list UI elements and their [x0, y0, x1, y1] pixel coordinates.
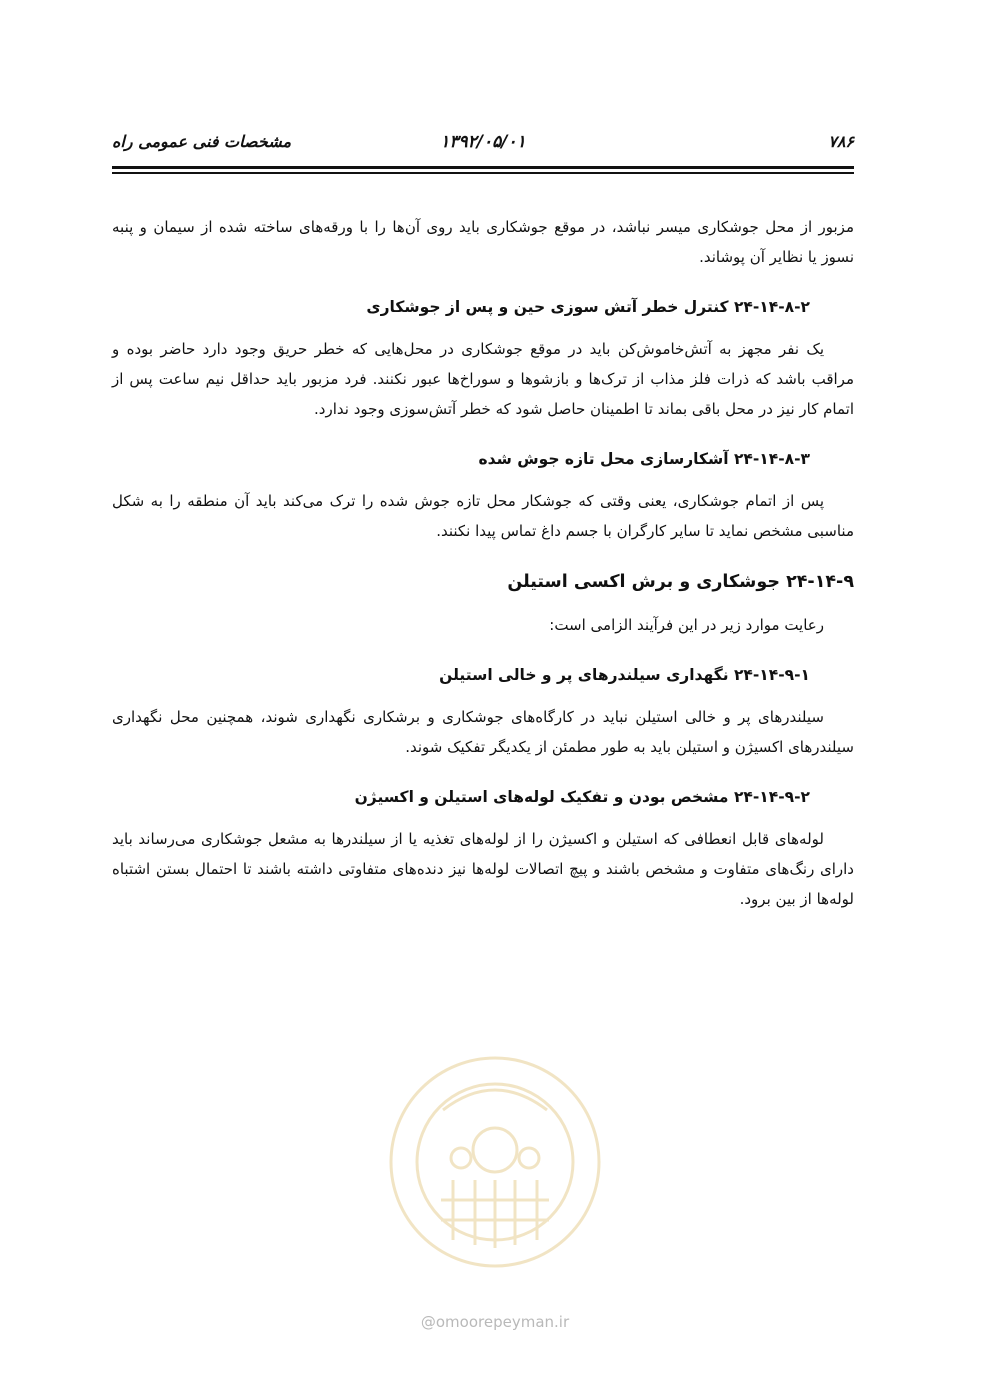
header-title: مشخصات فنی عمومی راه [112, 132, 292, 151]
intro-paragraph: مزبور از محل جوشکاری میسر نباشد، در موقع جوشکاری باید روی آن‌ها را با ورقه‌های ساخته شده از سیمان و پنبه نسوز یا نظایر آن پوشاند. [112, 218, 854, 266]
header-date: ۱۳۹۲/۰۵/۰۱ [440, 132, 526, 152]
page-number: ۷۸۶ [828, 132, 854, 151]
section-heading-hoses: ۲۴-۱۴-۹-۲ مشخص بودن و تفکیک لوله‌های استیلن و اکسیژن [354, 788, 810, 806]
header-rule-thin [112, 172, 854, 174]
page-header [112, 128, 854, 158]
section-heading-marking: ۲۴-۱۴-۸-۳ آشکارسازی محل تازه جوش شده [478, 450, 810, 468]
header-rule-thick [112, 166, 854, 169]
section-body-marking: پس از اتمام جوشکاری، یعنی وقتی که جوشکار محل تازه جوش شده را ترک می‌کند باید آن منطقه را به شکل مناسبی مشخص نماید تا سایر کارگران با جسم داغ تماس پیدا نکنند. [112, 492, 854, 540]
page-content [112, 212, 854, 914]
section-body-cylinders: سیلندرهای پر و خالی استیلن نباید در کارگاه‌های جوشکاری و برشکاری نگهداری شوند، همچنین محل نگهداری سیلندرهای اکسیژن و استیلن باید به طور مطمئن از یکدیگر تفکیک شوند. [112, 708, 854, 756]
section-heading-fire-control: ۲۴-۱۴-۸-۲ کنترل خطر آتش سوزی حین و پس از جوشکاری [366, 298, 810, 316]
section-heading-cylinders: ۲۴-۱۴-۹-۱ نگهداری سیلندرهای پر و خالی استیلن [439, 666, 810, 684]
watermark-text: @omoorepeyman.ir [420, 1313, 570, 1331]
section-body-fire-control: یک نفر مجهز به آتش‌خاموش‌کن باید در موقع جوشکاری در محل‌هایی که خطر حریق وجود دارد حاضر بوده و مراقب باشد که ذرات فلز مذاب از ترک‌ها و بازشوها و سوراخ‌ها عبور نکنند. فرد مزبور باید حداقل نیم ساعت پس از اتمام کار نیز در محل باقی بماند تا اطمینان حاصل شود که خطر آتش‌سوزی وجود ندارد. [112, 340, 854, 418]
section-body-oxyacetylene: رعایت موارد زیر در این فرآیند الزامی است: [549, 616, 824, 634]
seal-logo-icon [383, 1050, 607, 1310]
section-body-hoses: لوله‌های قابل انعطافی که استیلن و اکسیژن را از لوله‌های تغذیه یا از سیلندرها به مشعل جوشکاری می‌رساند باید دارای رنگ‌های متفاوت و مشخص باشند و پیچ اتصالات لوله‌ها نیز دنده‌های متفاوتی داشته باشند تا احتمال بستن اشتباه لوله‌ها از بین برود. [112, 830, 854, 908]
section-heading-oxyacetylene: ۲۴-۱۴-۹ جوشکاری و برش اکسی استیلن [507, 572, 854, 592]
